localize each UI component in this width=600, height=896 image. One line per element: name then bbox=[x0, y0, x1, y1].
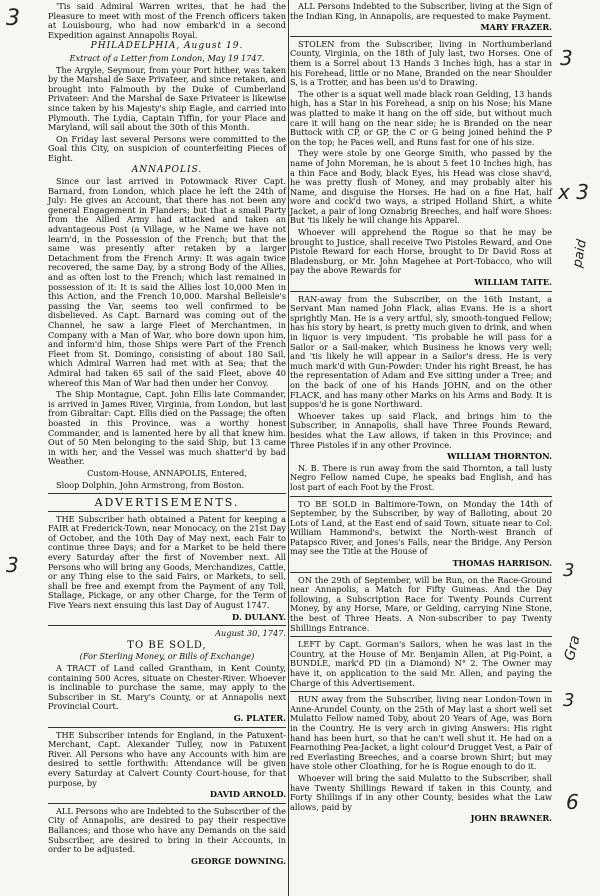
ad-runaway-nb: N. B. There is run away from the said Thornton, a tall lusty Negro Fellow named Cupe, he speaks bad English, and has lost part of each Foot by the Frost. bbox=[290, 462, 552, 492]
ad-baltimore-lots: TO BE SOLD in Baltimore-Town, on Monday the 14th of September, by the Subscriber, by way of Balloting, about 20 Lots of Land, at the East end of said Town, situate near to Col. William Hammond's, betwixt the North-west Branch of Patapsco River, and Jones's Falls, near the Bridge. Any Person may see the Title at the House of bbox=[290, 498, 552, 557]
right-column bbox=[290, 0, 552, 826]
margin-note: 6 bbox=[566, 790, 579, 814]
ad-stolen-horses-2: The other is a squat well made black roan Gelding, 13 hands high, has a Star in his Forehead, a snip on his Nose; his Mane was platted to make it hang on the off side, but without much care it will hang on the near side; he is Branded on the near Buttock with CP, or GP, the C or G being joined behind the P on the top; he Paces well, and Runs fast for one of his size. bbox=[290, 88, 552, 147]
ad-indebted-signature: GEORGE DOWNING. bbox=[190, 855, 286, 866]
margin-note: 3 bbox=[6, 6, 20, 31]
ad-frazer-signature: MARY FRAZER. bbox=[480, 22, 552, 33]
ad-rule bbox=[290, 291, 552, 292]
ad-sold-title: TO BE SOLD, bbox=[127, 639, 207, 651]
ad-stolen-signature: WILLIAM TAITE. bbox=[474, 277, 552, 288]
ad-runaway-signature: WILLIAM THORNTON. bbox=[447, 451, 552, 462]
section-rule bbox=[48, 493, 286, 494]
ad-bundle: LEFT by Capt. Gorman's Sailors, when he was last in the Country, at the House of Mr. Benjamin Allen, at Pig-Point, a BUNDLE, mark'd PD (in a Diamond) N° 2. The Owner may have it, on application to the said Mr. Allen, and paying the Charge of this Advertisement. bbox=[290, 639, 552, 688]
margin-note: 3 bbox=[563, 690, 575, 711]
ad-rule bbox=[290, 572, 552, 573]
ad-indebted: ALL Persons who are Indebted to the Subscriber of the City of Annapolis, are desired to pay their respective Ballances; and those who have any Demands on the said Subscriber, are desired to bring in their Accounts, in order to be adjusted. bbox=[48, 805, 286, 855]
ad-baltimore-signature: THOMAS HARRISON. bbox=[452, 558, 552, 569]
custom-house-entry: Sloop Dolphin, John Armstrong, from Boston. bbox=[56, 479, 245, 490]
section-rule bbox=[48, 511, 286, 512]
ad-frazer: ALL Persons Indebted to the Subscriber, living at the Sign of the Indian King, in Annapolis, are requested to make Payment. bbox=[290, 1, 552, 21]
margin-note: 3 bbox=[6, 553, 19, 577]
ad-tract: A TRACT of Land called Grantham, in Kent County, containing 500 Acres, situate on Chester-River. Whoever is inclinable to purchase the same, may apply to the Subscriber in St. Mary's County, or at Annapolis next Provincial Court. bbox=[48, 663, 286, 712]
ad-runaway-flack: RAN-away from the Subscriber, on the 16th Instant, a Servant Man named John Flack, alias Evans. He is a short sprightly Man. He is a very artful, sly, smooth-tongued Fellow; has his story by heart, is pretty much given to drink, and when in liquor is very impudent. 'Tis probable he will pass for a Sailor or a Sail-maker, which Business he knows very well; and 'tis likely he will appear in a Sailor's dress. He is very much mark'd with Gun-Powder: Under his right Breast, he has the representation of Adam and Eve sitting under a Tree; and on the back of one of his Hands JOHN, and on the other FLACK, and has many other Marks on his Arms and Body. It is suppos'd he is gone Northward. bbox=[290, 293, 552, 410]
ad-rule bbox=[290, 636, 552, 637]
news-argyle: The Argyle, Seymour, from your Port hither, was taken by the Marshal de Saxe Privateer, and since retaken, and brought into Falmouth by the Duke of Cumberland Privateer: And the Marshal de Saxe Privateer is likewise since taken by his Majesty's ship Eagle, and carried into Plymouth. The Lydia, Captain Tiffin, for your Place and Maryland, will sail about the 30th of this Month. bbox=[48, 64, 286, 133]
ad-stolen-horses-3: They were stole by one George Smith, who passed by the name of John Moreman, he is about 5 feet 10 Inches high, has a thin Face and Body, black Eyes, his Head was close shav'd, he was pretty flush of Money, and may probably alter his Name, and disguise the Horses. He had on a fine Hat, half wore and cock'd two ways, a striped Holland Shirt, a white Jacket, a pair of long Oznabrig Breeches, and half wore Shoes: But 'tis likely he will change his Apparel. bbox=[290, 148, 552, 226]
left-column bbox=[48, 0, 286, 868]
ad-runaway-flack-2: Whoever takes up said Flack, and brings him to the Subscriber, in Annapolis, shall have Three Pounds Reward, besides what the Law allows, if taken in this Province; and Three Pistoles if in any other Province. bbox=[290, 410, 552, 450]
news-counterfeit: On Friday last several Persons were committed to the Goal this City, on suspicion of counterfeiting Pieces of Eight. bbox=[48, 133, 286, 163]
margin-note: paid bbox=[570, 238, 590, 269]
ad-england: THE Subscriber intends for England, in the Patuxent-Merchant, Capt. Alexander Tulley, now in Patuxent River. All Persons who have any Accounts with him are desired to settle forthwith: Attendance will be given every Saturday at Calvert County Court-house, for that purpose, by bbox=[48, 729, 286, 788]
ad-rule bbox=[290, 496, 552, 497]
news-warren: 'Tis said Admiral Warren writes, that he had the Pleasure to meet with most of the French officers taken at Louisbourg, who had now embark'd in a second Expedition against Annapolis Royal. bbox=[48, 1, 286, 40]
margin-note: 3 bbox=[560, 46, 573, 70]
ad-rule bbox=[48, 727, 286, 728]
margin-note: 3 bbox=[563, 560, 575, 581]
ad-sold-subtitle: (For Sterling Money, or Bills of Exchange) bbox=[79, 651, 255, 662]
ad-sold-date: August 30, 1747. bbox=[215, 628, 286, 639]
dateline-philadelphia: PHILADELPHIA, August 19. bbox=[90, 41, 244, 52]
ad-stolen-horses-4: Whoever will apprehend the Rogue so that he may be brought to Justice, shall receive Two Pistoles Reward, and One Pistole Reward for each Horse, brought to Dr David Ross at Bladensburg, or Mr. John Magehee at Port-Tobacco, who will pay the above Rewards for bbox=[290, 227, 552, 276]
ad-rule bbox=[290, 691, 552, 692]
news-barnard: Since our last arrived in Potowmack River Capt. Barnard, from London, which place he left the 24th of July: He gives an Account, that there has not been any general Engagement in Flanders; but that a small Party from the Allied Army had attacked and taken an advantageous Post (a Village, w he Name we have not learn'd, in the Possession of the French; but that the same was presently after retaken by a larger Detachment from the French Army: It was again twice recovered, the same Day, by a strong Body of the Allies, and as often lost to the French; which last remained in possession of it: It is said the Allies lost 10,000 Men in this Action, and the French 10,000. Marshal Belleisle's passing the Var, seems too well confirmed to be disbelieved. As Capt. Barnard was coming out of the Channel, he saw a large Fleet of Merchantmen, in Company with a Man of War, who bore down upon him, and inform'd him, those Ships were Part of the French Fleet from St. Domingo, consisting of about 180 Sail, which Admiral Warren had met with at Sea; that the Admiral had taken 65 sail of the said Fleet, above 40 whereof this Man of War had then under her Convoy. bbox=[48, 176, 286, 388]
custom-house-heading: Custom-House, ANNAPOLIS, Entered, bbox=[87, 467, 247, 478]
advertisements-heading: ADVERTISEMENTS. bbox=[94, 496, 240, 510]
ad-rule bbox=[290, 36, 552, 37]
margin-note: x 3 bbox=[558, 180, 589, 204]
ad-mulatto-signature: JOHN BRAWNER. bbox=[470, 813, 552, 824]
ad-england-signature: DAVID ARNOLD. bbox=[209, 789, 286, 800]
ad-fair: THE Subscriber hath obtained a Patent for keeping a FAIR at Frederick-Town, near Monocacy, on the 21st Day of October, and the 10th Day of May next, each Fair to continue three Days; and for a Market to be held there every Saturday after the first of November next. All Persons who will bring any Goods, Merchandizes, Cattle, or any Thing else to the said Fairs, or Markets, to sell, shall be free and exempt from the Payment of any Toll, Stallage, Pickage, or any other Charge, for the Term of Five Years next ensuing this last Day of August 1747. bbox=[48, 513, 286, 611]
letter-extract-heading: Extract of a Letter from London, May 19 1747. bbox=[69, 52, 265, 63]
ad-race: ON the 29th of September, will be Run, on the Race-Ground near Annapolis, a Match for Fifty Guineas. And the Day following, a Subscription Race for Twenty Pounds Current Money, by any Horse, Mare, or Gelding, carrying Nine Stone, the best of Three Heats. A Non-subscriber to pay Twenty Shillings Entrance. bbox=[290, 574, 552, 633]
ad-stolen-horses: STOLEN from the Subscriber, living in Northumberland County, Virginia, on the 18th of July last, two Horses. One of them is a Sorrel about 13 Hands 3 Inches high, has a star in his Forehead, little or no Mane, Branded on the near Shoulder S, is a Trotter, and has been us'd to Drawing. bbox=[290, 38, 552, 88]
ad-fair-signature: D. DULANY. bbox=[232, 611, 286, 622]
margin-note: Gra bbox=[561, 633, 584, 663]
news-montague: The Ship Montague, Capt. John Ellis late Commander, is arrived in James River, Virginia, from London, but last from Gibraltar: Capt. Ellis died on the Passage; the often boasted in this Province, was a worthy honest Commander, and is lamented here by all that knew him. Out of 50 Men belonging to the said Ship, but 13 came in with her, and the Vessel was much shatter'd by bad Weather. bbox=[48, 389, 286, 467]
ad-tract-signature: G. PLATER. bbox=[233, 712, 286, 723]
ad-rule bbox=[48, 803, 286, 804]
column-divider bbox=[288, 0, 289, 896]
ad-runaway-mulatto: RUN away from the Subscriber, living near London-Town in Anne-Arundel County, on the 25th of May last a short well set Mulatto Fellow named Toby, about 20 Years of Age, was Born in the Country. He is very arch in giving Answers: His right hand has been hurt, so that he can't well shut it. He had on a Fearnothing Pea-Jacket, a light colour'd Drugget Vest, a Pair of red Everlasting Breeches, and a coarse brown Shirt; but may have stole other Cloathing, for he is Rogue enough to do it. bbox=[290, 694, 552, 772]
dateline-annapolis: ANNAPOLIS. bbox=[131, 164, 203, 175]
ad-rule bbox=[48, 625, 286, 626]
ad-runaway-mulatto-2: Whoever will bring the said Mulatto to the Subscriber, shall have Twenty Shillings Reward if taken in this County, and Forty Shillings if in any other County, besides what the Law allows, paid by bbox=[290, 772, 552, 812]
